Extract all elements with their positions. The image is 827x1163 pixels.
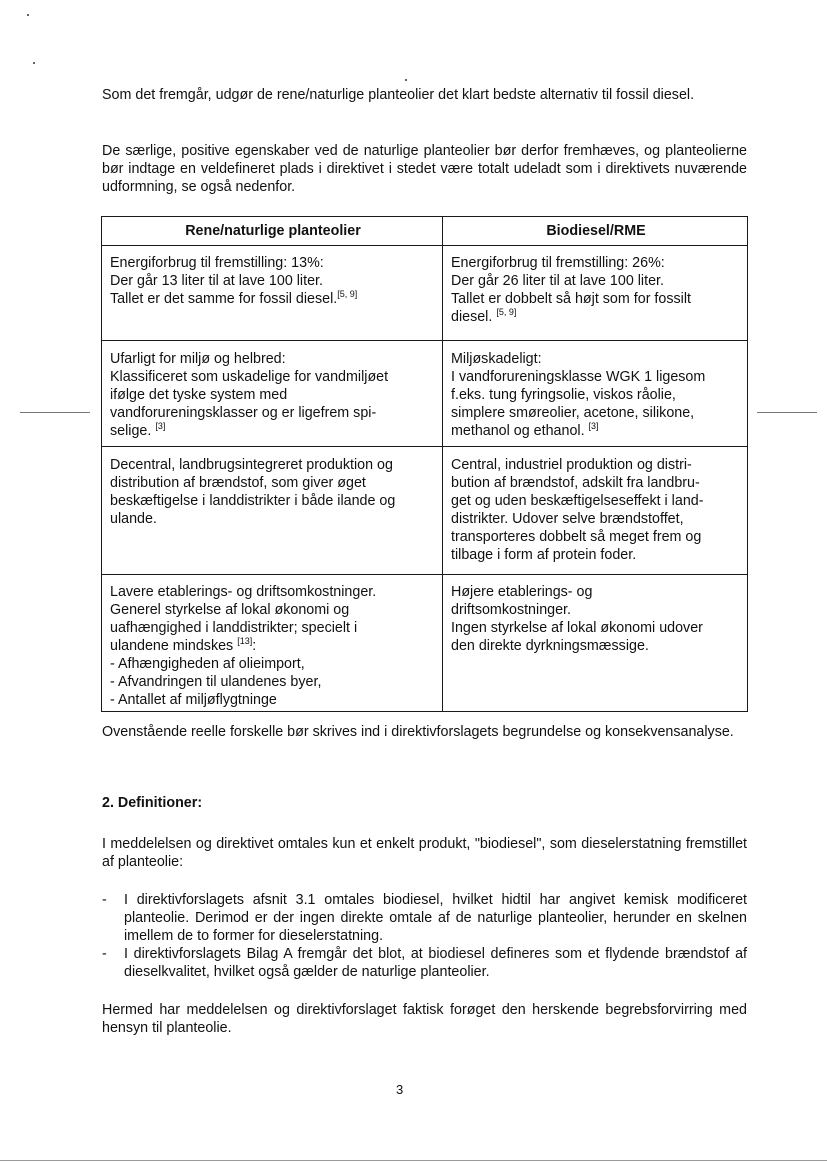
- table-header-plant-oils: Rene/naturlige planteolier: [102, 217, 443, 246]
- table-cell-economy-plant: Lavere etablerings- og driftsomkostninger. Generel styrkelse af lokal økonomi og uafhængighed i landdistrikter; specielt i ulandene mindskes [13]: - Afhængigheden af olieimport, - Afvandringen til ulandenes byer, - Antallet af miljøflygtninge: [102, 575, 443, 712]
- list-item: - I direktivforslagets Bilag A fremgår det blot, at biodiesel defineres som et flydende brændstof af dieselkvalitet, hvilket også gælder de naturlige planteolier.: [102, 946, 747, 980]
- table-cell-environment-biodiesel: Miljøskadeligt: I vandforureningsklasse WGK 1 ligesom f.eks. tung fyringsolie, viskos råolie, simplere smøreolier, acetone, silikone, methanol og ethanol. [3]: [443, 341, 748, 447]
- reference-marker: [3]: [588, 421, 599, 431]
- bullet-dash: -: [102, 892, 107, 908]
- conclusion-paragraph: Ovenstående reelle forskelle bør skrives ind i direktivforslagets begrundelse og konsekvensanalyse.: [102, 724, 734, 740]
- scan-line: [757, 412, 817, 413]
- comparison-table: [101, 216, 748, 712]
- reference-marker: [5, 9]: [337, 289, 358, 299]
- emphasis-paragraph: De særlige, positive egenskaber ved de naturlige planteolier bør derfor fremhæves, og planteolierne bør indtage en veldefineret plads i direktivet i stedet være totalt udeladt som i direktivets nuværende udformning, se også nedenfor.: [102, 143, 747, 195]
- list-item: - I direktivforslagets afsnit 3.1 omtales biodiesel, hvilket hidtil har angivet kemisk modificeret planteolie. Derimod er der ingen direkte omtale af de naturlige planteolier, herunder en skelnen imellem de to former for dieselerstatning.: [102, 892, 747, 944]
- section-heading: 2. Definitioner:: [102, 795, 203, 811]
- table-cell-production-biodiesel: Central, industriel produktion og distri- bution af brændstof, adskilt fra landbru- get og uden beskæftigelseseffekt i land- distrikter. Udover selve brændstoffet, transporteres dobbelt så meget frem og tilbage i form af protein foder.: [443, 447, 748, 575]
- table-cell-environment-plant: Ufarligt for miljø og helbred: Klassificeret som uskadelige for vandmiljøet ifølge det tyske system med vandforureningsklasser og er ligefrem spi- selige. [3]: [102, 341, 443, 447]
- scan-speck: [27, 14, 29, 16]
- table-cell-production-plant: Decentral, landbrugsintegreret produktion og distribution af brændstof, som giver øget beskæftigelse i landdistrikter i både ilande og ulande.: [102, 447, 443, 575]
- scan-line: [20, 412, 90, 413]
- definitions-paragraph: I meddelelsen og direktivet omtales kun et enkelt produkt, "biodiesel", som dieselerstatning fremstillet af planteolie:: [102, 836, 747, 870]
- definitions-list: [102, 891, 747, 981]
- table-row: [102, 341, 748, 447]
- table-header-biodiesel: Biodiesel/RME: [443, 217, 748, 246]
- table-row: [102, 447, 748, 575]
- table-cell-energy-biodiesel: Energiforbrug til fremstilling: 26%: Der går 26 liter til at lave 100 liter. Tallet er dobbelt så højt som for fossilt diesel. [5, 9]: [443, 246, 748, 341]
- closing-paragraph: Hermed har meddelelsen og direktivforslaget faktisk forøget den herskende begrebsforvirring med hensyn til planteolie.: [102, 1002, 747, 1036]
- table-row: [102, 246, 748, 341]
- table-cell-economy-biodiesel: Højere etablerings- og driftsomkostninger. Ingen styrkelse af lokal økonomi udover den direkte dyrkningsmæssige.: [443, 575, 748, 712]
- scan-speck: [33, 62, 35, 64]
- reference-marker: [5, 9]: [496, 307, 517, 317]
- intro-paragraph: Som det fremgår, udgør de rene/naturlige planteolier det klart bedste alternativ til fossil diesel.: [102, 87, 695, 103]
- table-cell-energy-plant: Energiforbrug til fremstilling: 13%: Der går 13 liter til at lave 100 liter. Tallet er det samme for fossil diesel.[5, 9]: [102, 246, 443, 341]
- bullet-dash: -: [102, 946, 107, 962]
- scan-speck: [405, 79, 407, 81]
- scan-line: [0, 1160, 827, 1161]
- reference-marker: [3]: [155, 421, 166, 431]
- table-row: [102, 575, 748, 712]
- page-number: 3: [396, 1082, 404, 1097]
- reference-marker: [13]: [237, 636, 253, 646]
